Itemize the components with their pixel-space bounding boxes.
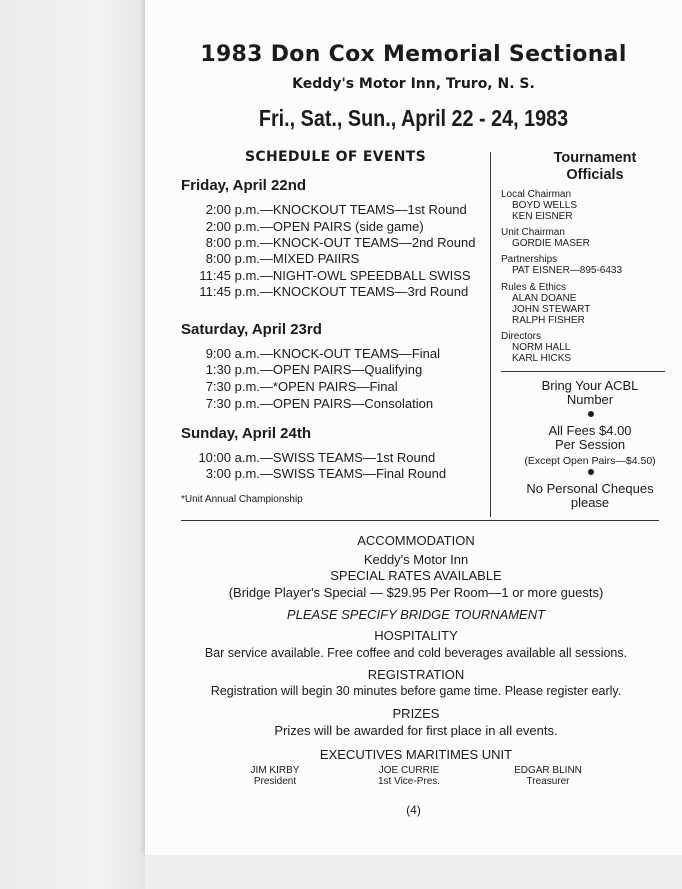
saturday-heading: Saturday, April 23rd [181,321,322,338]
acbl-line2: Number [566,392,614,407]
schedule-row: 2:00 p.m.—KNOCKOUT TEAMS—1st Round [205,202,467,217]
executive-name: JIM KIRBY [250,765,300,776]
schedule-row: 7:30 p.m.—OPEN PAIRS—Consolation [205,396,434,411]
official-name: RALPH FISHER [512,315,585,326]
official-role: Directors [501,331,542,342]
schedule-row: 10:00 a.m.—SWISS TEAMS—1st Round [198,450,436,465]
schedule-row: 3:00 p.m.—SWISS TEAMS—Final Round [205,466,447,481]
bullet-dot [588,469,594,475]
fees-line2: Per Session [554,437,626,452]
schedule-row: 1:30 p.m.—OPEN PAIRS—Qualifying [205,362,423,377]
page-bottom-edge [145,855,682,889]
section-divider [181,520,659,521]
hospitality-text: Bar service available. Free coffee and cold beverages available all sessions. [204,646,628,660]
executive-name: EDGAR BLINN [514,765,582,776]
schedule-row: 8:00 p.m.—KNOCK-OUT TEAMS—2nd Round [205,235,476,250]
official-name: GORDIE MASER [512,238,590,249]
official-name: BOYD WELLS [512,200,578,211]
executive-role: President [253,776,297,787]
hospitality-heading: HOSPITALITY [374,628,458,643]
registration-heading: REGISTRATION [367,667,465,682]
official-name: JOHN STEWART [512,304,591,315]
executives-heading: EXECUTIVES MARITIMES UNIT [319,747,513,762]
schedule-row: 7:30 p.m.—*OPEN PAIRS—Final [205,379,398,394]
rate-line: (Bridge Player's Special — $29.95 Per Room—1 or more guests) [228,585,604,600]
program-page [145,0,682,855]
official-name: ALAN DOANE [512,293,577,304]
executive-role: 1st Vice-Pres. [377,776,441,787]
executive-role: Treasurer [526,776,570,787]
cheques-line2: please [570,495,610,510]
schedule-row: 9:00 a.m.—KNOCK-OUT TEAMS—Final [205,346,441,361]
accommodation-venue: Keddy's Motor Inn [363,552,469,567]
official-role: Local Chairman [501,189,572,200]
official-role: Unit Chairman [501,227,565,238]
accommodation-heading: ACCOMMODATION [357,533,475,548]
championship-footnote: *Unit Annual Championship [181,494,303,505]
event-title: 1983 Don Cox Memorial Sectional [200,42,627,67]
official-name: KEN EISNER [512,211,573,222]
event-dates: Fri., Sat., Sun., April 22 - 24, 1983 [258,105,569,131]
official-role: Rules & Ethics [501,282,567,293]
fees-line1: All Fees $4.00 [548,423,632,438]
special-rates: SPECIAL RATES AVAILABLE [330,568,502,583]
executive-name: JOE CURRIE [378,765,440,776]
schedule-row: 2:00 p.m.—OPEN PAIRS (side game) [205,219,424,234]
schedule-row: 11:45 p.m.—NIGHT-OWL SPEEDBALL SWISS [199,268,471,283]
sunday-heading: Sunday, April 24th [181,425,312,442]
cheques-line1: No Personal Cheques [526,481,654,496]
specify-note: PLEASE SPECIFY BRIDGE TOURNAMENT [286,607,546,622]
official-name: NORM HALL [512,342,571,353]
schedule-heading: SCHEDULE OF EVENTS [245,149,427,165]
schedule-row: 11:45 p.m.—KNOCKOUT TEAMS—3rd Round [199,284,469,299]
friday-heading: Friday, April 22nd [181,177,307,194]
official-name: KARL HICKS [512,353,572,364]
venue-subtitle: Keddy's Motor Inn, Truro, N. S. [292,76,535,92]
bullet-dot [588,411,594,417]
officials-heading-line1: Tournament [553,150,637,166]
page-number: (4) [406,803,421,817]
officials-divider [501,371,665,372]
prizes-heading: PRIZES [392,706,440,721]
schedule-row: 8:00 p.m.—MIXED PAIIRS [205,251,360,266]
column-divider [490,152,491,517]
acbl-line1: Bring Your ACBL [541,378,639,393]
officials-heading-line2: Officials [566,167,624,183]
prizes-text: Prizes will be awarded for first place in all events. [274,723,558,738]
registration-text: Registration will begin 30 minutes before game time. Please register early. [210,684,622,698]
official-name: PAT EISNER—895-6433 [512,265,623,276]
official-role: Partnerships [501,254,558,265]
fees-note: (Except Open Pairs—$4.50) [524,455,656,467]
